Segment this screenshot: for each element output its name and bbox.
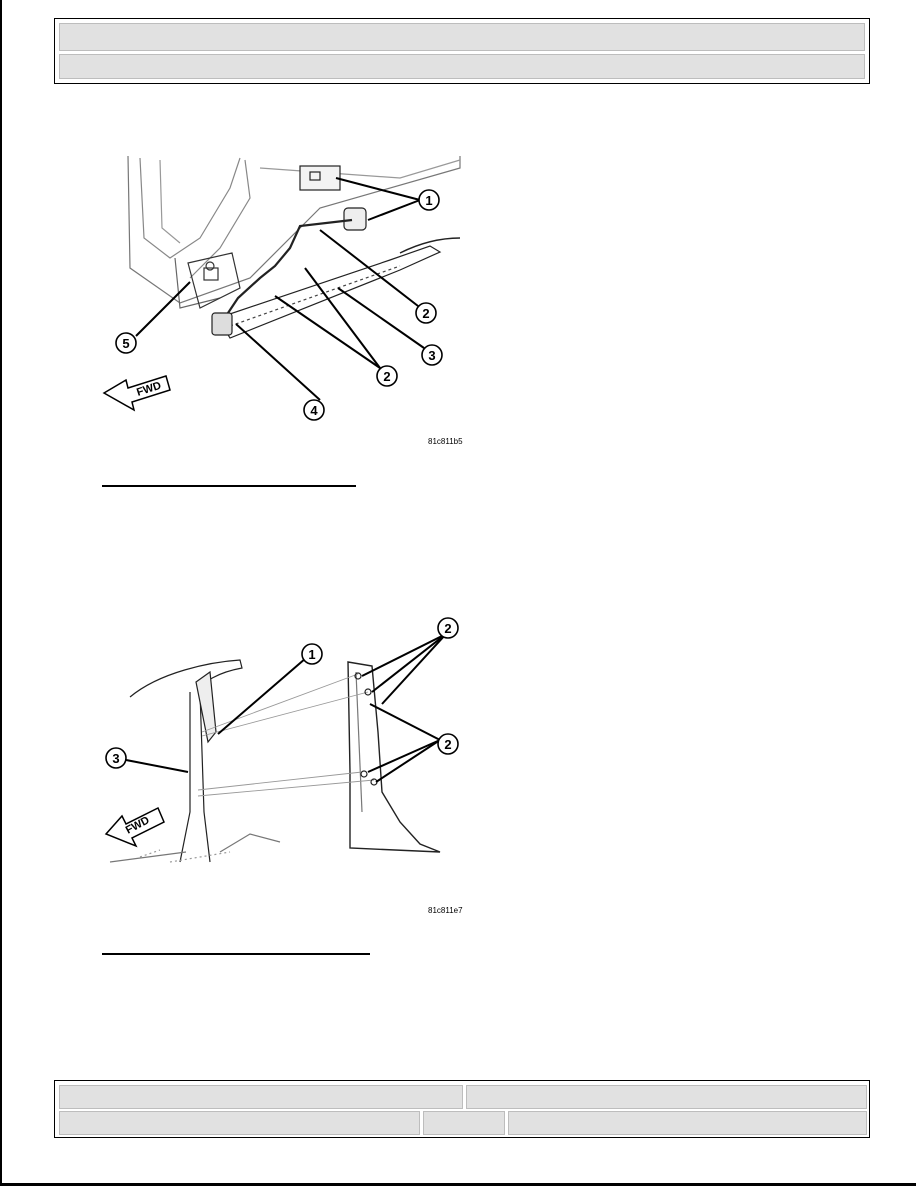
callout-4: 4 xyxy=(310,403,318,418)
callout-5: 5 xyxy=(122,336,130,351)
figure-2-svg xyxy=(100,612,470,922)
figure-2-illustration xyxy=(100,612,470,922)
figure-2-caption-rule xyxy=(102,953,370,955)
footer-left-top xyxy=(59,1085,463,1109)
footer-middle-bottom xyxy=(423,1111,505,1135)
figure-1-code: 81c811b5 xyxy=(428,437,463,446)
callout-2-lower: 2 xyxy=(444,737,452,752)
figure-1-svg xyxy=(100,148,470,458)
footer-right-bottom xyxy=(508,1111,867,1135)
figure-1-illustration xyxy=(100,148,470,458)
callout-2-lower: 2 xyxy=(383,369,391,384)
page-header xyxy=(54,18,870,84)
fwd-label: FWD xyxy=(135,379,163,399)
fwd-label: FWD xyxy=(123,814,152,837)
callout-3: 3 xyxy=(428,348,436,363)
callout-3: 3 xyxy=(112,751,120,766)
page-footer xyxy=(54,1080,870,1138)
header-subtitle-bar xyxy=(59,54,865,79)
callout-2: 2 xyxy=(422,306,430,321)
footer-left-bottom xyxy=(59,1111,420,1135)
header-title-bar xyxy=(59,23,865,51)
figure-1-caption-rule xyxy=(102,485,356,487)
figure-2-code: 81c811e7 xyxy=(428,906,463,915)
callout-1: 1 xyxy=(308,647,316,662)
figure-2-callouts xyxy=(106,618,458,768)
footer-right-top xyxy=(466,1085,867,1109)
callout-2-upper: 2 xyxy=(444,621,452,636)
fwd-arrow-icon xyxy=(106,808,164,846)
fwd-arrow-icon xyxy=(104,376,170,410)
callout-1: 1 xyxy=(425,193,433,208)
